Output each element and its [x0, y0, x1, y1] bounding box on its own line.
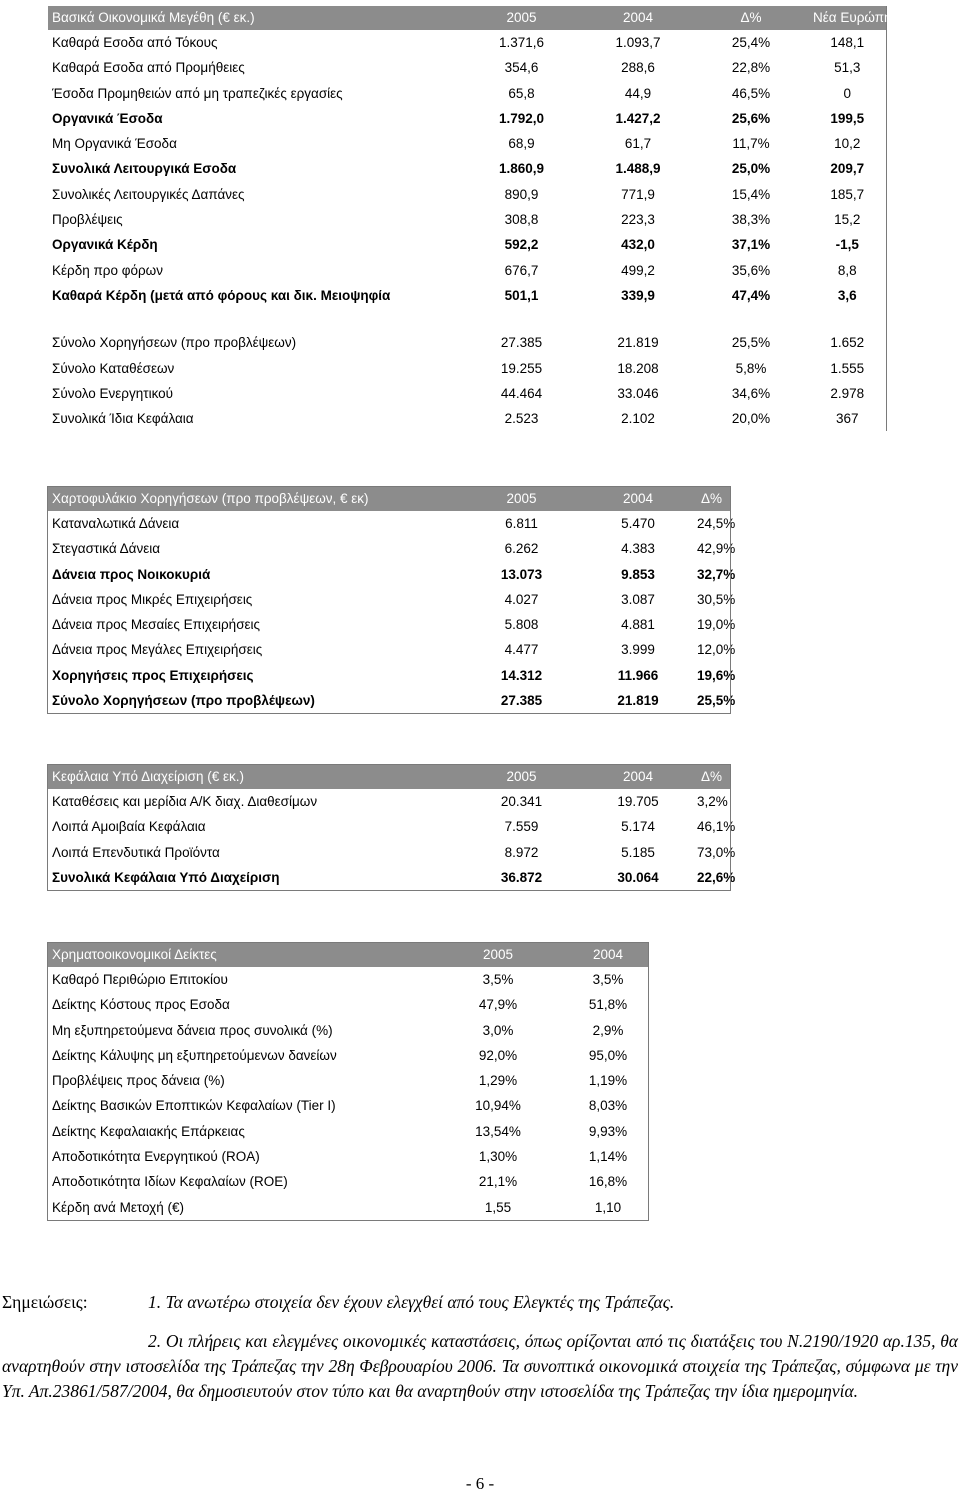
cell-value: 19,6%: [697, 667, 736, 683]
cell-value: 25,5%: [697, 693, 736, 709]
cell-value: Δ%: [693, 6, 809, 30]
row-label: Δείκτης Βασικών Εποπτικών Κεφαλαίων (Tier I): [52, 1098, 336, 1114]
table-row: [48, 562, 730, 587]
cell-value: 16,8%: [588, 1174, 628, 1190]
row-label: Δείκτης Κόστους προς Εσοδα: [52, 997, 230, 1013]
row-label: Συνολικά Λειτουργικά Εσοδα: [52, 161, 237, 177]
table-row: [48, 536, 730, 561]
cell-value: 8,8: [837, 262, 857, 278]
cell-value: 4.881: [621, 617, 655, 633]
cell-value: 27.385: [500, 693, 543, 709]
cell-value: 1,55: [484, 1199, 512, 1215]
cell-value: Δ%: [693, 487, 730, 511]
table-row: [48, 1144, 648, 1169]
cell-value: 2004: [583, 6, 693, 30]
cell-value: 19.255: [500, 360, 543, 376]
table-row: [48, 511, 730, 536]
cell-value: 1.555: [830, 360, 865, 376]
table-row: [48, 840, 730, 865]
cell-value: 7.559: [504, 819, 539, 835]
cell-value: 27.385: [500, 335, 543, 351]
cell-value: 30.064: [617, 869, 659, 885]
row-label: Καθαρά Κέρδη (μετά από φόρους και δικ. Μειοψηφία: [52, 287, 391, 303]
table-row: [48, 182, 886, 207]
row-label: Καθαρά Εσοδα από Προμήθειες: [52, 60, 245, 76]
cell-value: 10,2: [834, 136, 861, 152]
row-label: Συνολικά Ίδια Κεφάλαια: [52, 411, 194, 427]
cell-value: 11,7%: [732, 136, 770, 152]
cell-value: 1,19%: [588, 1073, 628, 1089]
table-row: [48, 283, 886, 308]
table-row: [48, 1018, 648, 1043]
cell-value: 38,3%: [731, 212, 771, 228]
spacer-cell: [48, 308, 460, 330]
spacer-cell: [583, 308, 693, 330]
cell-value: 68,9: [508, 136, 535, 152]
cell-value: 432,0: [621, 237, 655, 253]
cell-value: 92,0%: [478, 1047, 518, 1063]
table-header-row: [48, 943, 648, 967]
table-row: [48, 81, 886, 106]
row-label: Δάνεια προς Μικρές Επιχειρήσεις: [52, 591, 253, 607]
row-label: Δείκτης Κάλυψης μη εξυπηρετούμενων δανείων: [52, 1047, 337, 1063]
cell-value: 2005: [460, 765, 583, 789]
cell-value: 18.208: [617, 360, 659, 376]
cell-value: 3,0%: [482, 1022, 514, 1038]
cell-value: -1,5: [835, 237, 859, 253]
note-2-first-line: 2. Οι πλήρεις και ελεγμένες οικονομικές καταστάσεις, όπως ορίζονται από τις διατάξεις: [148, 1331, 755, 1351]
cell-value: 8,03%: [588, 1098, 628, 1114]
table-row: [48, 587, 730, 612]
row-label: Σύνολο Χορηγήσεων (προ προβλέψεων): [52, 335, 297, 351]
table-row: [48, 30, 886, 55]
cell-value: 148,1: [830, 35, 865, 50]
cell-value: 0: [843, 85, 851, 101]
table-header-row: [48, 765, 730, 789]
cell-value: 47,4%: [731, 287, 771, 303]
table-row: [48, 406, 886, 431]
cell-value: 2.978: [830, 385, 865, 401]
row-label: Λοιπά Αμοιβαία Κεφάλαια: [52, 819, 206, 835]
cell-value: 308,8: [504, 212, 539, 228]
cell-value: 1.427,2: [615, 110, 661, 126]
cell-value: 6.811: [505, 516, 538, 531]
cell-value: 46,5%: [731, 85, 771, 101]
table-row: [48, 992, 648, 1017]
cell-value: 61,7: [624, 136, 652, 152]
notes-label: Σημειώσεις:: [2, 1292, 88, 1312]
spacer-cell: [693, 308, 809, 330]
assets-under-management-table: [48, 765, 736, 890]
cell-value: 25,6%: [731, 110, 771, 126]
cell-value: 2004: [568, 943, 648, 967]
row-label: Συνολικά Κεφάλαια Υπό Διαχείριση: [52, 869, 280, 885]
cell-value: 13,54%: [475, 1123, 521, 1139]
table-row: [48, 1043, 648, 1068]
cell-value: 367: [835, 411, 859, 427]
table-row: [48, 1068, 648, 1093]
cell-value: 2005: [460, 6, 583, 30]
cell-value: 2,9%: [592, 1022, 624, 1038]
cell-value: 3.999: [621, 642, 655, 658]
table-row: [48, 789, 730, 814]
table-row: [48, 381, 886, 406]
cell-value: 34,6%: [731, 385, 771, 401]
spacer-cell: [460, 308, 583, 330]
cell-value: 30,5%: [697, 591, 736, 607]
notes-section: [2, 1290, 958, 1404]
table-row: [48, 106, 886, 131]
table-row: [48, 232, 886, 257]
cell-value: 32,7%: [697, 566, 736, 582]
row-label: Δάνεια προς Μεγάλες Επιχειρήσεις: [52, 642, 263, 658]
cell-value: 1.371,6: [498, 35, 545, 50]
cell-value: 3,2%: [697, 794, 728, 809]
cell-value: 354,6: [504, 60, 539, 76]
row-label: Καταναλωτικά Δάνεια: [52, 516, 180, 531]
row-label: Προβλέψεις: [52, 212, 123, 228]
cell-value: 20,0%: [731, 411, 771, 427]
table-row: [48, 1093, 648, 1118]
table-row: [48, 814, 730, 839]
cell-value: 592,2: [504, 237, 539, 253]
cell-value: 339,9: [621, 287, 655, 303]
row-label: Προβλέψεις προς δάνεια (%): [52, 1073, 225, 1089]
financial-ratios-table: [48, 943, 648, 1220]
row-label: Κέρδη ανά Μετοχή (€): [52, 1199, 184, 1215]
table-row: [48, 1195, 648, 1220]
table-row: [48, 131, 886, 156]
cell-value: 20.341: [500, 794, 543, 809]
cell-value: 12,0%: [697, 642, 736, 658]
cell-value: 890,9: [504, 186, 539, 202]
cell-value: 5.470: [621, 516, 655, 531]
row-label: Στεγαστικά Δάνεια: [52, 541, 161, 557]
row-label: Μη Οργανικά Έσοδα: [52, 136, 177, 152]
cell-value: 11.966: [617, 667, 659, 683]
cell-value: 51,8%: [588, 997, 628, 1013]
table-row: [48, 1119, 648, 1144]
cell-value: 25,5%: [731, 335, 771, 351]
cell-value: 15,4%: [731, 186, 771, 202]
cell-value: 5.174: [621, 819, 655, 835]
row-label: Συνολικές Λειτουργικές Δαπάνες: [52, 186, 245, 202]
cell-value: 2.102: [621, 411, 655, 427]
cell-value: Δ%: [693, 765, 730, 789]
cell-value: 44,9: [624, 85, 652, 101]
cell-value: 771,9: [621, 186, 655, 202]
cell-value: 19.705: [617, 794, 659, 809]
cell-value: 4.027: [504, 591, 539, 607]
table-row: [48, 663, 730, 688]
spacer-row: [48, 308, 886, 330]
cell-value: 676,7: [504, 262, 539, 278]
cell-value: 15,2: [834, 212, 861, 228]
cell-value: 73,0%: [697, 844, 736, 860]
row-label: Οργανικά Κέρδη: [52, 237, 158, 253]
row-label: Χορηγήσεις προς Επιχειρήσεις: [52, 667, 254, 683]
cell-value: 2004: [583, 487, 693, 511]
cell-value: 501,1: [504, 287, 539, 303]
cell-value: 185,7: [830, 186, 865, 202]
cell-value: 13.073: [500, 566, 543, 582]
cell-value: 9.853: [621, 566, 655, 582]
cell-value: 9,93%: [588, 1123, 628, 1139]
row-label: Οργανικά Έσοδα: [52, 110, 163, 126]
row-label: Καταθέσεις και μερίδια Α/Κ διαχ. Διαθεσίμων: [52, 794, 318, 809]
note-1-text: 1. Τα ανωτέρω στοιχεία δεν έχουν ελεγχθεί από τους Ελεγκτές της Τράπεζας.: [148, 1292, 675, 1312]
cell-value: 21.819: [617, 335, 659, 351]
cell-value: 14.312: [500, 667, 543, 683]
cell-value: 21,1%: [478, 1174, 518, 1190]
cell-value: 37,1%: [731, 237, 771, 253]
spacer-cell: [809, 308, 886, 330]
cell-value: 3,5%: [592, 972, 624, 987]
cell-value: 51,3: [834, 60, 861, 76]
cell-value: 4.383: [621, 541, 655, 557]
cell-value: 3,6: [837, 287, 857, 303]
table-row: [48, 258, 886, 283]
cell-value: 6.262: [504, 541, 539, 557]
cell-value: 95,0%: [588, 1047, 628, 1063]
row-label: Κέρδη προ φόρων: [52, 262, 163, 278]
cell-value: 223,3: [621, 212, 655, 228]
cell-value: 24,5%: [697, 516, 736, 531]
row-label: Δάνεια προς Μεσαίες Επιχειρήσεις: [52, 617, 261, 633]
cell-value: 5.185: [621, 844, 655, 860]
row-label: Καθαρά Εσοδα από Τόκους: [52, 35, 218, 50]
cell-value: 21.819: [617, 693, 659, 709]
cell-value: 2005: [428, 943, 568, 967]
row-label: Καθαρό Περιθώριο Επιτοκίου: [52, 972, 228, 987]
cell-value: 25,4%: [731, 35, 771, 50]
table-row: [48, 637, 730, 662]
cell-value: 25,0%: [731, 161, 771, 177]
cell-value: 2004: [583, 765, 693, 789]
table-row: [48, 967, 648, 992]
cell-value: 499,2: [621, 262, 655, 278]
cell-value: 288,6: [621, 60, 655, 76]
table-header-row: [48, 487, 730, 511]
cell-value: 1.792,0: [498, 110, 545, 126]
row-label: Σύνολο Καταθέσεων: [52, 360, 175, 376]
cell-value: 44.464: [500, 385, 543, 401]
cell-value: 1,14%: [588, 1149, 628, 1165]
row-label: Χρηματοοικονομικοί Δείκτες: [48, 943, 428, 967]
cell-value: 1.488,9: [615, 161, 661, 177]
row-label: Αποδοτικότητα Ιδίων Κεφαλαίων (ROE): [52, 1174, 288, 1190]
table-row: [48, 55, 886, 80]
cell-value: 1,30%: [478, 1149, 518, 1165]
cell-value: 1.093,7: [615, 35, 661, 50]
table-row: [48, 865, 730, 890]
cell-value: 2.523: [504, 411, 539, 427]
table-row: [48, 330, 886, 355]
row-label: Δείκτης Κεφαλαιακής Επάρκειας: [52, 1123, 245, 1139]
row-label: Λοιπά Επενδυτικά Προϊόντα: [52, 844, 220, 860]
cell-value: 35,6%: [731, 262, 771, 278]
row-label: Κεφάλαια Υπό Διαχείριση (€ εκ.): [48, 765, 460, 789]
cell-value: 199,5: [830, 110, 865, 126]
cell-value: 3.087: [621, 591, 655, 607]
cell-value: 47,9%: [478, 997, 518, 1013]
cell-value: 10,94%: [475, 1098, 521, 1114]
cell-value: 3,5%: [482, 972, 514, 987]
cell-value: 42,9%: [697, 541, 736, 557]
cell-value: 4.477: [504, 642, 539, 658]
row-label: Δάνεια προς Νοικοκυριά: [52, 566, 211, 582]
table-row: [48, 356, 886, 381]
cell-value: 209,7: [830, 161, 865, 177]
table-row: [48, 1169, 648, 1194]
row-label: Χαρτοφυλάκιο Χορηγήσεων (προ προβλέψεων, € εκ): [48, 487, 460, 511]
cell-value: 8.972: [504, 844, 539, 860]
cell-value: 65,8: [508, 85, 535, 101]
note-2: [2, 1329, 958, 1404]
cell-value: 5,8%: [735, 360, 767, 376]
note-1: [2, 1290, 958, 1315]
cell-value: 22,6%: [697, 869, 736, 885]
loan-portfolio-table: [48, 487, 736, 713]
cell-value: 36.872: [500, 869, 543, 885]
cell-value: 2005: [460, 487, 583, 511]
row-label: Βασικά Οικονομικά Μεγέθη (€ εκ.): [48, 6, 460, 30]
table-row: [48, 688, 730, 713]
row-label: Σύνολο Ενεργητικού: [52, 385, 174, 401]
row-label: Σύνολο Χορηγήσεων (προ προβλέψεων): [52, 693, 315, 709]
cell-value: 1,10: [594, 1199, 622, 1215]
table-header-row: [48, 6, 886, 30]
cell-value: 5.808: [504, 617, 539, 633]
cell-value: 1.652: [830, 335, 865, 351]
row-label: Αποδοτικότητα Ενεργητικού (ROA): [52, 1149, 260, 1165]
table-row: [48, 612, 730, 637]
row-label: Έσοδα Προμηθειών από μη τραπεζικές εργασίες: [52, 85, 343, 101]
row-label: Μη εξυπηρετούμενα δάνεια προς συνολικά (%): [52, 1022, 333, 1038]
table-row: [48, 156, 886, 181]
key-financials-table: [48, 6, 892, 431]
table-row: [48, 207, 886, 232]
cell-value: 46,1%: [697, 819, 736, 835]
cell-value: 1,29%: [478, 1073, 518, 1089]
cell-value: 1.860,9: [498, 161, 545, 177]
note-2-text: του Ν.2190/1920 αρ.135, θα αναρτηθούν στην ιστοσελίδα της Τράπεζας την 28η Φεβρουαρίου 2006. Τα συνοπτικά οικονομικά στοιχεία της Τράπεζας, σύμφωνα με την Υπ. Απ.23861/587/2004, θα δημοσιευτούν στον τύπο και θα αναρτηθούν στην ιστοσελίδα της Τράπεζας την ίδια ημερομηνία.: [2, 1331, 958, 1401]
cell-value: 33.046: [617, 385, 659, 401]
cell-value: 22,8%: [731, 60, 771, 76]
cell-value: 19,0%: [697, 617, 736, 633]
page-number: - 6 -: [465, 1474, 495, 1493]
cell-value: Νέα Ευρώπη: [809, 6, 886, 30]
